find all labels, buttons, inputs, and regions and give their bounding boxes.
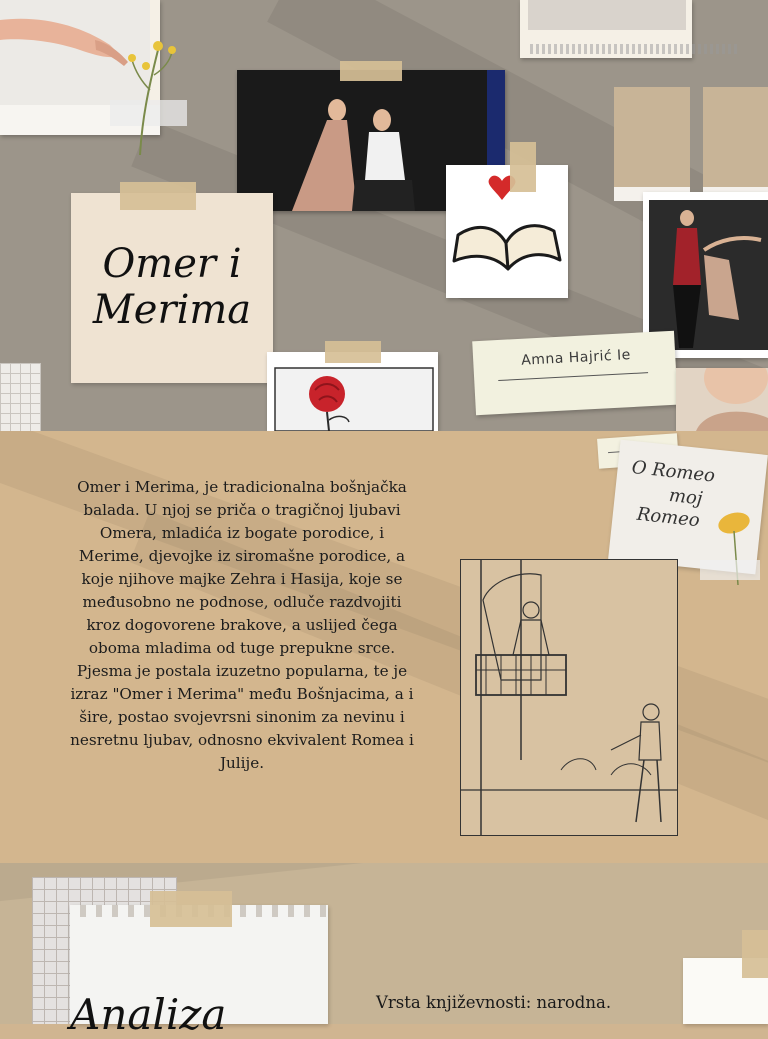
story-paragraph: Omer i Merima, je tradicionalna bošnjačka balada. U njoj se priča o tragičnoj ljubavi Omera, mladića iz bogate porodice, i Merime, djevojke iz siromašne porodice, a koje njihove majke Zehra i Hasija, koje se međusobno ne podnose, odluče razdvojiti kroz dogovorene brakove, a uslijed čega oboma mladima od tuge prepukne srce. Pjesma je postala izuzetno popularna, te je izraz "Omer i Merima" među Bošnjacima, a i šire, postao svojevrsni sinonim za nevinu i nesretnu ljubav, odnosno ekvivalent Romea i Julije. (70, 478, 414, 772)
red-rose-icon (267, 352, 438, 431)
author-name: Amna Hajrić Ie (520, 347, 632, 369)
beige-block (614, 87, 690, 201)
author-note (472, 331, 678, 415)
title-line-2: Merima (92, 287, 252, 333)
tape-strip (325, 341, 381, 363)
analysis-first-line: Vrsta književnosti: narodna. (376, 993, 612, 1012)
beige-block (703, 87, 768, 201)
portrait-photo (676, 368, 768, 431)
paper-photo-top (520, 0, 692, 58)
analysis-heading: Analiza (70, 990, 227, 1039)
grid-paper-note (0, 363, 41, 431)
open-book-heart-icon (446, 165, 568, 298)
tape-strip (700, 560, 760, 580)
romeo-line-1: O Romeo (630, 456, 716, 487)
rose-card (267, 352, 438, 431)
romeo-line-2: moj (668, 485, 704, 510)
romeo-line-3: Romeo (635, 503, 701, 532)
book-heart-card (446, 165, 568, 298)
tape-strip (340, 61, 402, 81)
yellow-flower-sprig (110, 30, 190, 160)
tape-strip (742, 930, 768, 978)
title-line-1: Omer i (102, 241, 242, 287)
tape-strip (510, 142, 536, 192)
tape-strip (120, 182, 196, 210)
title-card (71, 193, 273, 383)
tape-strip (150, 891, 232, 927)
balcony-illustration (460, 559, 678, 836)
